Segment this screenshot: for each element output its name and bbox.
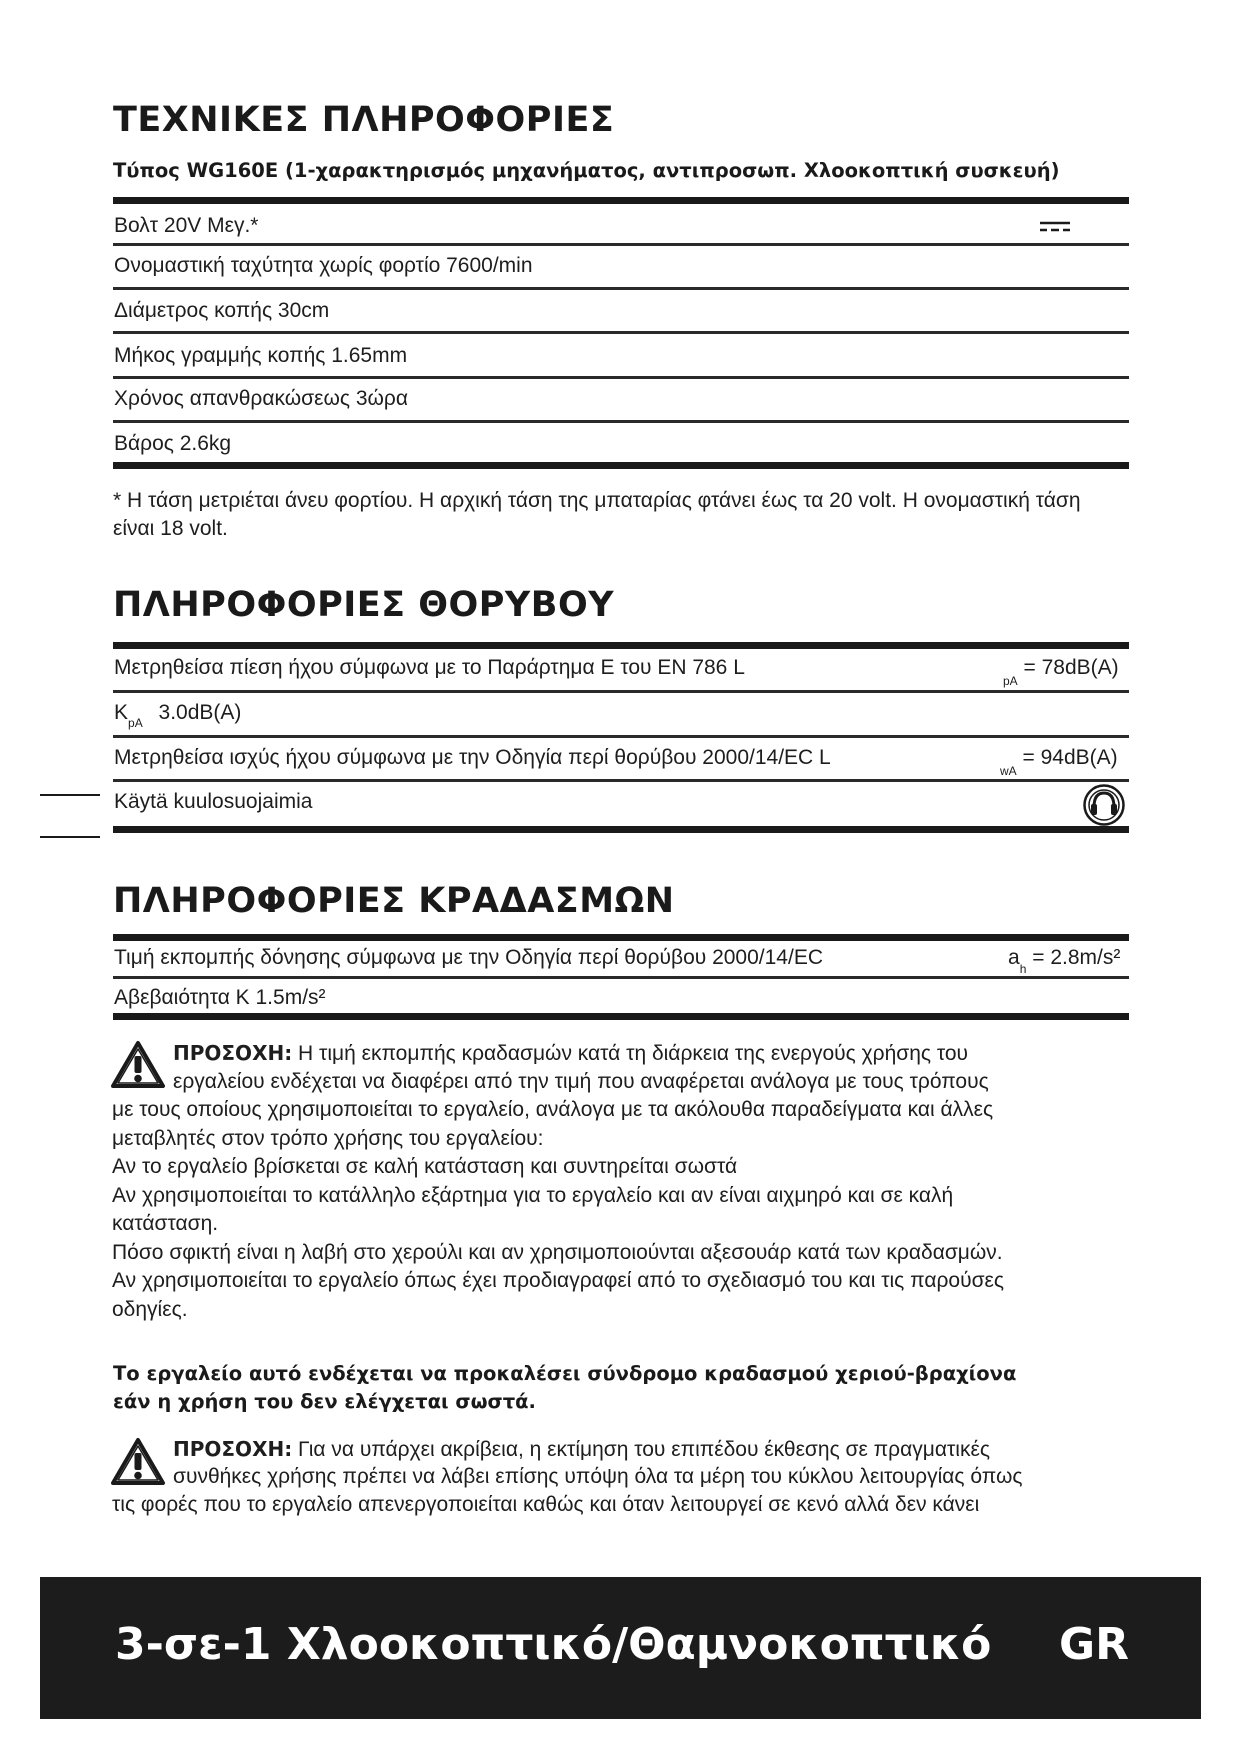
bold-notice-line: Το εργαλείο αυτό ενδέχεται να προκαλέσει σύνδρομο κραδασμού χεριού-βραχίονα (113, 1362, 1017, 1385)
vibration-emission-label: Τιμή εκπομπής δόνησης σύμφωνα με την Οδηγία περί θορύβου 2000/14/EC (114, 946, 823, 969)
vibration-rule-bottom (113, 1013, 1129, 1020)
warning1-line: Αν χρησιμοποιείται το εργαλείο όπως έχει προδιαγραφεί από το σχεδιασμό του και τις παρούσες (112, 1269, 1005, 1292)
vibration-emission-value (1008, 946, 1121, 976)
dc-symbol-icon (1040, 221, 1070, 233)
tech-title: ΤΕΧΝΙΚΕΣ ΠΛΗΡΟΦΟΡΙΕΣ (113, 100, 615, 140)
warning2-third-line: τις φορές που το εργαλείο απενεργοποιείται καθώς και όταν λειτουργεί σε κενό αλλά δεν κάνει (112, 1493, 980, 1516)
warning1-body (112, 1096, 1122, 1324)
tech-row-weight: Βάρος 2.6kg (114, 432, 232, 455)
vibration-row-emission (114, 946, 1129, 970)
noise-pressure-number: = 78dB(A) (1023, 656, 1119, 679)
tech-rule (113, 331, 1129, 334)
tech-row-speed: Ονομαστική ταχύτητα χωρίς φορτίο 7600/min (114, 254, 533, 277)
warning2-second-line: συνθήκες χρήσης πρέπει να λάβει επίσης υπόψη όλα τα μέρη του κύκλου λειτουργίας όπως (173, 1465, 1023, 1488)
footer-bar (40, 1577, 1201, 1719)
noise-rule-bottom (113, 826, 1129, 833)
noise-rule (113, 690, 1129, 693)
warning2-first-text: Για να υπάρχει ακρίβεια, η εκτίμηση του επιπέδου έκθεσης σε πραγματικές (292, 1438, 990, 1461)
noise-k-value: 3.0dB(A) (158, 701, 242, 724)
tech-rule (113, 243, 1129, 246)
noise-row-k (114, 701, 1129, 730)
warning1-line: Αν το εργαλείο βρίσκεται σε καλή κατάσταση και συντηρείται σωστά (112, 1155, 738, 1178)
tech-rule-top (113, 197, 1129, 204)
vibration-a-sub: h (1019, 962, 1027, 976)
noise-rule-top (113, 642, 1129, 649)
warning1-line: με τους οποίους χρησιμοποιείται το εργαλείο, ανάλογα με τα ακόλουθα παραδείγματα και άλλες (112, 1098, 994, 1121)
warning1-second-line: εργαλείου ενδέχεται να διαφέρει από την τιμή που αναφέρεται ανάλογα με τους τρόπους (173, 1070, 989, 1093)
tech-rule-bottom (113, 462, 1129, 469)
tech-row-voltage (114, 214, 1129, 238)
noise-power-number: = 94dB(A) (1022, 746, 1118, 769)
footer-language-code: GR (1059, 1619, 1129, 1670)
vibration-title: ΠΛΗΡΟΦΟΡΙΕΣ ΚΡΑΔΑΣΜΩΝ (113, 881, 675, 921)
warning1-label: ΠΡΟΣΟΧΗ: (173, 1041, 293, 1065)
noise-row-pressure (114, 656, 1129, 680)
warning1-line: οδηγίες. (112, 1297, 188, 1321)
warning1-line: Πόσο σφικτή είναι η λαβή στο χερούλι και αν χρησιμοποιούνται αξεσουάρ κατά των κραδασμών. (112, 1240, 1003, 1264)
tech-row-line-length: Μήκος γραμμής κοπής 1.65mm (114, 344, 408, 367)
margin-mark (40, 794, 100, 796)
noise-row-power (114, 746, 1129, 770)
bold-notice-line: εάν η χρήση του δεν ελέγχεται σωστά. (113, 1390, 536, 1413)
vibration-rule-top (113, 934, 1129, 941)
noise-pressure-label: Μετρηθείσα πίεση ήχου σύμφωνα με το Παράρτημα Ε του EN 786 L (114, 656, 745, 679)
tech-note: * Η τάση μετριέται άνευ φορτίου. Η αρχική τάση της μπαταρίας φτάνει έως τα 20 volt. Η ονομαστική τάση είναι 18 volt. (113, 489, 1081, 540)
tech-row-charge-time: Χρόνος απανθρακώσεως 3ώρα (114, 387, 408, 410)
vibration-row-uncertainty: Αβεβαιότητα K 1.5m/s² (114, 986, 326, 1009)
noise-power-label: Μετρηθείσα ισχύς ήχου σύμφωνα με την Οδηγία περί θορύβου 2000/14/EC L (114, 746, 831, 769)
tech-row-diameter: Διάμετρος κοπής 30cm (114, 299, 330, 322)
noise-title: ΠΛΗΡΟΦΟΡΙΕΣ ΘΟΡΥΒΟΥ (113, 585, 615, 625)
tech-rule (113, 287, 1129, 290)
bold-notice (113, 1360, 1123, 1416)
noise-row-ear-protection: Käytä kuulosuojaimia (114, 790, 313, 813)
noise-pressure-sub: pA (1003, 674, 1018, 688)
noise-power-sub: wA (1000, 764, 1017, 778)
noise-k-sub: pA (128, 716, 143, 730)
ear-protection-icon (1083, 783, 1125, 827)
warning1-line: κατάσταση. (112, 1212, 219, 1235)
warning1-first-line (173, 1039, 1123, 1069)
noise-rule (113, 779, 1129, 782)
tech-subtitle: Τύπος WG160E (1-χαρακτηρισμός μηχανήματος, αντιπροσωπ. Χλοοκοπτική συσκευή) (113, 159, 1060, 182)
vibration-emission-number: = 2.8m/s² (1032, 946, 1121, 969)
tech-rule (113, 376, 1129, 379)
noise-k-letter: K (114, 701, 129, 724)
vibration-a-letter: a (1008, 946, 1020, 969)
warning2-first-line (173, 1435, 1123, 1465)
warning1-line: μεταβλητές στον τρόπο χρήσης του εργαλείου: (112, 1126, 544, 1150)
footer-title: 3-σε-1 Χλοοκοπτικό/Θαμνοκοπτικό (115, 1619, 992, 1670)
tech-rule (113, 420, 1129, 423)
noise-power-value (1000, 746, 1118, 778)
warning2-label: ΠΡΟΣΟΧΗ: (173, 1437, 293, 1461)
warning-icon (110, 1437, 166, 1487)
warning-icon (110, 1040, 166, 1090)
warning1-first-text: Η τιμή εκπομπής κραδασμών κατά τη διάρκεια της ενεργούς χρήσης του (292, 1042, 969, 1065)
margin-mark (40, 836, 100, 838)
tech-row-voltage-label: Βολτ 20V Μεγ.* (114, 214, 259, 237)
noise-rule (113, 735, 1129, 738)
noise-pressure-value (1003, 656, 1119, 688)
warning1-line: Αν χρησιμοποιείται το κατάλληλο εξάρτημα για το εργαλείο και αν είναι αιχμηρό και σε καλή (112, 1183, 954, 1207)
vibration-rule (113, 976, 1129, 979)
